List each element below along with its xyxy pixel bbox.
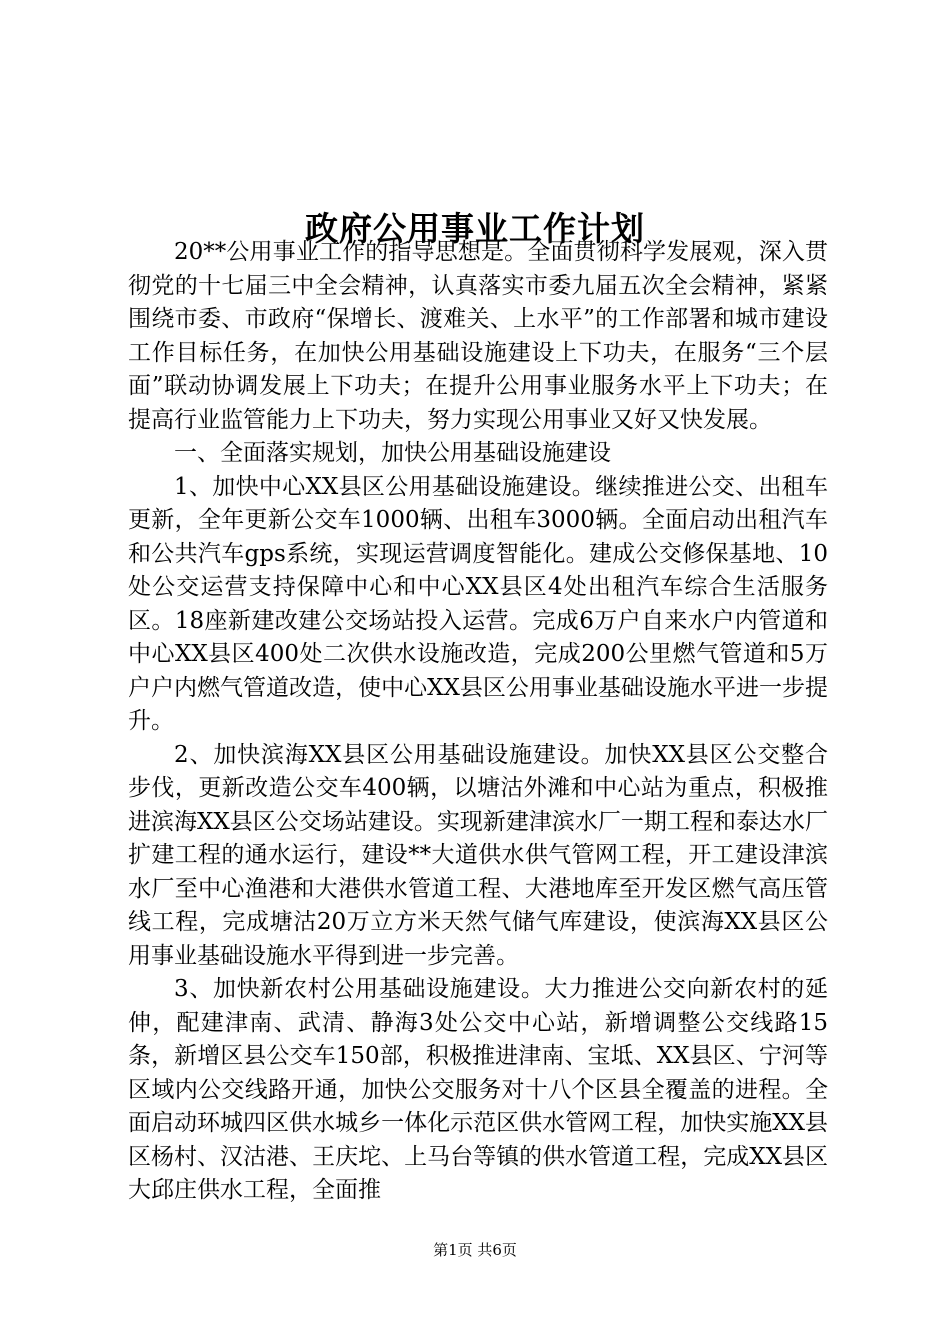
paragraph-guiding-thought: 20**公用事业工作的指导思想是。全面贯彻科学发展观，深入贯彻党的十七届三中全会精神，认真落实市委九届五次全会精神，紧紧围绕市委、市政府“保增长、渡难关、上水平”的工作部署和城市建设工作目标任务，在加快公用基础设施建设上下功夫，在服务“三个层面”联动协调发展上下功夫；在提升公用事业服务水平上下功夫；在提高行业监管能力上下功夫，努力实现公用事业又好又快发展。 bbox=[128, 239, 828, 433]
document-body bbox=[128, 236, 828, 1208]
paragraph-item-3: 3、加快新农村公用基础设施建设。大力推进公交向新农村的延伸，配建津南、武清、静海3处公交中心站，新增调整公交线路15条，新增区县公交车150部，积极推进津南、宝坻、XX县区、宁河等区域内公交线路开通，加快公交服务对十八个区县全覆盖的进程。全面启动环城四区供水城乡一体化示范区供水管网工程，加快实施XX县区杨村、汉沽港、王庆坨、上马台等镇的供水管道工程，完成XX县区大邱庄供水工程，全面推 bbox=[128, 976, 828, 1203]
paragraph-item-1: 1、加快中心XX县区公用基础设施建设。继续推进公交、出租车更新，全年更新公交车1000辆、出租车3000辆。全面启动出租汽车和公共汽车gps系统，实现运营调度智能化。建成公交修保基地、10处公交运营支持保障中心和中心XX县区4处出租汽车综合生活服务区。18座新建改建公交场站投入运营。完成6万户自来水户内管道和中心XX县区400处二次供水设施改造，完成200公里燃气管道和5万户户内燃气管道改造，使中心XX县区公用事业基础设施水平进一步提升。 bbox=[128, 473, 828, 734]
document-title: 政府公用事业工作计划 bbox=[305, 209, 645, 249]
section-heading-1: 一、全面落实规划，加快公用基础设施建设 bbox=[174, 440, 611, 466]
page-footer: 第1页 共6页 bbox=[433, 1241, 517, 1259]
paragraph-item-2: 2、加快滨海XX县区公用基础设施建设。加快XX县区公交整合步伐，更新改造公交车400辆，以塘沽外滩和中心站为重点，积极推进滨海XX县区公交场站建设。实现新建津滨水厂一期工程和泰达水厂扩建工程的通水运行，建设**大道供水供气管网工程，开工建设津滨水厂至中心渔港和大港供水管道工程、大港地库至开发区燃气高压管线工程，完成塘沽20万立方米天然气储气库建设，使滨海XX县区公用事业基础设施水平得到进一步完善。 bbox=[128, 741, 828, 969]
